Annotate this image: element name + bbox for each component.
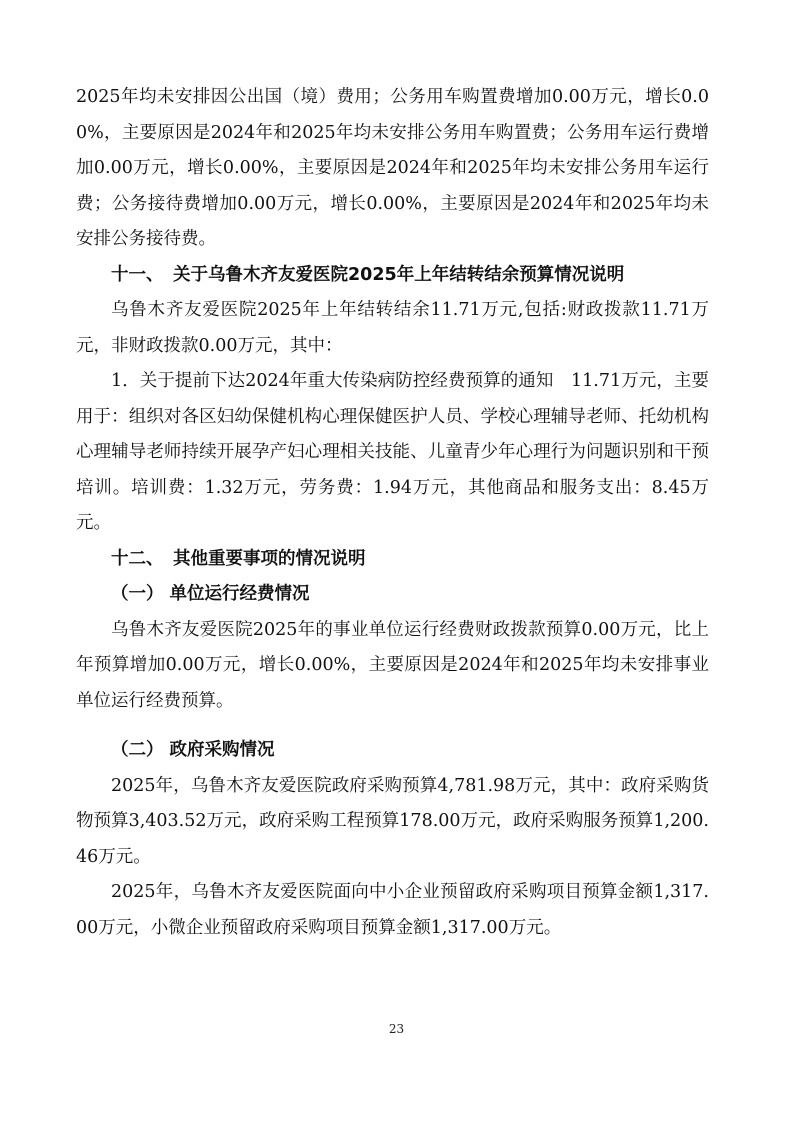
subsection-title: 政府采购情况 — [169, 740, 275, 760]
paragraph-official-expenses-continued: 2025年均未安排因公出国（境）费用；公务用车购置费增加0.00万元，增长0.00%，主要原因是2024年和2025年均未安排公务用车购置费；公务用车运行费增加0.00万元，增长0.00%，主要原因是2024年和2025年均未安排公务用车运行费；公务接待费增加0.00万元，增长0.00%，主要原因是2024年和2025年均未安排公务接待费。 — [76, 87, 709, 249]
paragraph-sme-reserved: 2025年，乌鲁木齐友爱医院面向中小企业预留政府采购项目预算金额1,317.00万元，小微企业预留政府采购项目预算金额1,317.00万元。 — [76, 882, 709, 938]
paragraph-carryover-summary: 乌鲁木齐友爱医院2025年上年结转结余11.71万元,包括:财政拨款11.71万元，非财政拨款0.00万元，其中： — [76, 300, 709, 356]
page-number: 23 — [388, 1022, 405, 1036]
section-number: 十二、 — [111, 548, 164, 569]
subsection-heading-1 — [76, 577, 709, 613]
paragraph-spacer — [76, 719, 709, 733]
section-title: 关于乌鲁木齐友爱医院2025年上年结转结余预算情况说明 — [173, 264, 625, 285]
section-title: 其他重要事项的情况说明 — [173, 548, 366, 569]
subsection-heading-2 — [76, 733, 709, 769]
section-heading-12 — [76, 542, 709, 578]
document-page — [76, 80, 709, 946]
paragraph-procurement-budget: 2025年，乌鲁木齐友爱医院政府采购预算4,781.98万元，其中：政府采购货物预算3,403.52万元，政府采购工程预算178.00万元，政府采购服务预算1,200.46万元。 — [76, 775, 709, 867]
section-number: 十一、 — [111, 264, 164, 285]
subsection-number: （二） — [111, 740, 164, 760]
section-heading-11 — [76, 258, 709, 294]
subsection-number: （一） — [111, 584, 164, 604]
paragraph-carryover-item-1: 1．关于提前下达2024年重大传染病防控经费预算的通知 11.71万元，主要用于：组织对各区妇幼保健机构心理保健医护人员、学校心理辅导老师、托幼机构心理辅导老师持续开展孕产妇心理相关技能、儿童青少年心理行为问题识别和干预培训。培训费：1.32万元，劳务费：1.94万元，其他商品和服务支出：8.45万元。 — [76, 371, 709, 533]
paragraph-operating-expenses: 乌鲁木齐友爱医院2025年的事业单位运行经费财政拨款预算0.00万元，比上年预算增加0.00万元，增长0.00%，主要原因是2024年和2025年均未安排事业单位运行经费预算。 — [76, 619, 709, 711]
subsection-title: 单位运行经费情况 — [169, 584, 310, 604]
